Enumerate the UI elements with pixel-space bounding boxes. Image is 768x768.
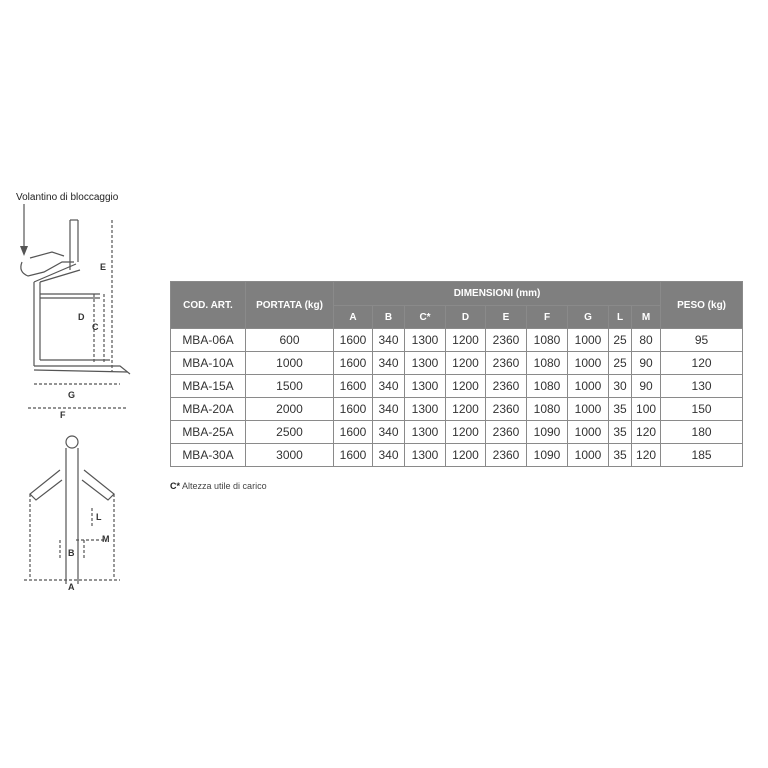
dim-label-e: E (100, 262, 107, 272)
cell-dim-l: 30 (609, 375, 632, 398)
cell-dim-m: 90 (632, 352, 661, 375)
header-dim-g: G (568, 306, 609, 329)
cell-capacity: 2000 (246, 398, 334, 421)
cell-capacity: 600 (246, 329, 334, 352)
cell-weight: 130 (661, 375, 743, 398)
cell-dim-a: 1600 (334, 329, 373, 352)
cell-dim-b: 340 (373, 375, 405, 398)
cell-dim-c: 1300 (405, 421, 446, 444)
dim-label-d: D (78, 312, 85, 322)
cell-dim-m: 100 (632, 398, 661, 421)
cell-dim-d: 1200 (446, 352, 486, 375)
dim-label-m: M (102, 534, 110, 544)
cell-dim-f: 1090 (527, 421, 568, 444)
cell-dim-l: 25 (609, 329, 632, 352)
cell-dim-f: 1090 (527, 444, 568, 467)
table-row (171, 352, 743, 375)
cell-dim-c: 1300 (405, 329, 446, 352)
cell-dim-g: 1000 (568, 444, 609, 467)
cell-dim-e: 2360 (486, 398, 527, 421)
cell-dim-e: 2360 (486, 329, 527, 352)
header-dim-e: E (486, 306, 527, 329)
cell-dim-f: 1080 (527, 352, 568, 375)
cell-code: MBA-06A (171, 329, 246, 352)
cell-weight: 120 (661, 352, 743, 375)
cell-dim-b: 340 (373, 329, 405, 352)
fork-diagram-drawing (0, 0, 160, 600)
cell-dim-l: 35 (609, 421, 632, 444)
dim-label-b: B (68, 548, 75, 558)
cell-dim-e: 2360 (486, 444, 527, 467)
cell-dim-g: 1000 (568, 352, 609, 375)
cell-dim-m: 80 (632, 329, 661, 352)
cell-dim-e: 2360 (486, 352, 527, 375)
cell-capacity: 2500 (246, 421, 334, 444)
header-code: COD. ART. (171, 282, 246, 329)
cell-dim-a: 1600 (334, 352, 373, 375)
table-row (171, 375, 743, 398)
cell-code: MBA-10A (171, 352, 246, 375)
cell-weight: 95 (661, 329, 743, 352)
header-dim-c: C* (405, 306, 446, 329)
footnote-text: Altezza utile di carico (182, 481, 267, 491)
cell-dim-f: 1080 (527, 375, 568, 398)
cell-weight: 180 (661, 421, 743, 444)
cell-dim-c: 1300 (405, 352, 446, 375)
dim-label-g: G (68, 390, 76, 400)
cell-dim-e: 2360 (486, 421, 527, 444)
table-row (171, 329, 743, 352)
dim-label-f: F (60, 410, 66, 420)
header-dim-l: L (609, 306, 632, 329)
product-diagram (0, 0, 160, 600)
cell-dim-c: 1300 (405, 398, 446, 421)
header-dim-m: M (632, 306, 661, 329)
header-dim-b: B (373, 306, 405, 329)
cell-dim-b: 340 (373, 444, 405, 467)
dim-label-c: C (92, 322, 99, 332)
handwheel-caption: Volantino di bloccaggio (16, 192, 119, 203)
table-row (171, 444, 743, 467)
cell-dim-c: 1300 (405, 444, 446, 467)
header-dim-f: F (527, 306, 568, 329)
cell-dim-g: 1000 (568, 421, 609, 444)
table-row (171, 421, 743, 444)
footnote (170, 481, 267, 491)
cell-weight: 150 (661, 398, 743, 421)
table-row (171, 398, 743, 421)
cell-dim-b: 340 (373, 352, 405, 375)
cell-capacity: 3000 (246, 444, 334, 467)
cell-dim-l: 35 (609, 444, 632, 467)
cell-dim-l: 35 (609, 398, 632, 421)
cell-dim-e: 2360 (486, 375, 527, 398)
cell-dim-l: 25 (609, 352, 632, 375)
cell-dim-a: 1600 (334, 398, 373, 421)
specifications-table (170, 281, 743, 467)
cell-dim-d: 1200 (446, 421, 486, 444)
cell-dim-a: 1600 (334, 421, 373, 444)
cell-dim-b: 340 (373, 421, 405, 444)
cell-dim-g: 1000 (568, 398, 609, 421)
header-dim-d: D (446, 306, 486, 329)
cell-dim-d: 1200 (446, 398, 486, 421)
cell-dim-f: 1080 (527, 398, 568, 421)
cell-weight: 185 (661, 444, 743, 467)
header-dim-a: A (334, 306, 373, 329)
cell-dim-a: 1600 (334, 375, 373, 398)
cell-capacity: 1500 (246, 375, 334, 398)
cell-dim-d: 1200 (446, 444, 486, 467)
cell-dim-m: 90 (632, 375, 661, 398)
cell-dim-m: 120 (632, 444, 661, 467)
footnote-mark: C* (170, 481, 181, 491)
dim-label-a: A (68, 582, 75, 592)
cell-dim-f: 1080 (527, 329, 568, 352)
cell-dim-b: 340 (373, 398, 405, 421)
cell-dim-d: 1200 (446, 329, 486, 352)
cell-code: MBA-15A (171, 375, 246, 398)
header-dimensions: DIMENSIONI (mm) (334, 282, 661, 306)
cell-dim-g: 1000 (568, 329, 609, 352)
cell-capacity: 1000 (246, 352, 334, 375)
header-weight: PESO (kg) (661, 282, 743, 329)
cell-code: MBA-25A (171, 421, 246, 444)
cell-dim-m: 120 (632, 421, 661, 444)
header-capacity: PORTATA (kg) (246, 282, 334, 329)
cell-code: MBA-20A (171, 398, 246, 421)
cell-dim-g: 1000 (568, 375, 609, 398)
cell-dim-a: 1600 (334, 444, 373, 467)
cell-dim-d: 1200 (446, 375, 486, 398)
cell-dim-c: 1300 (405, 375, 446, 398)
cell-code: MBA-30A (171, 444, 246, 467)
dim-label-l: L (96, 512, 102, 522)
